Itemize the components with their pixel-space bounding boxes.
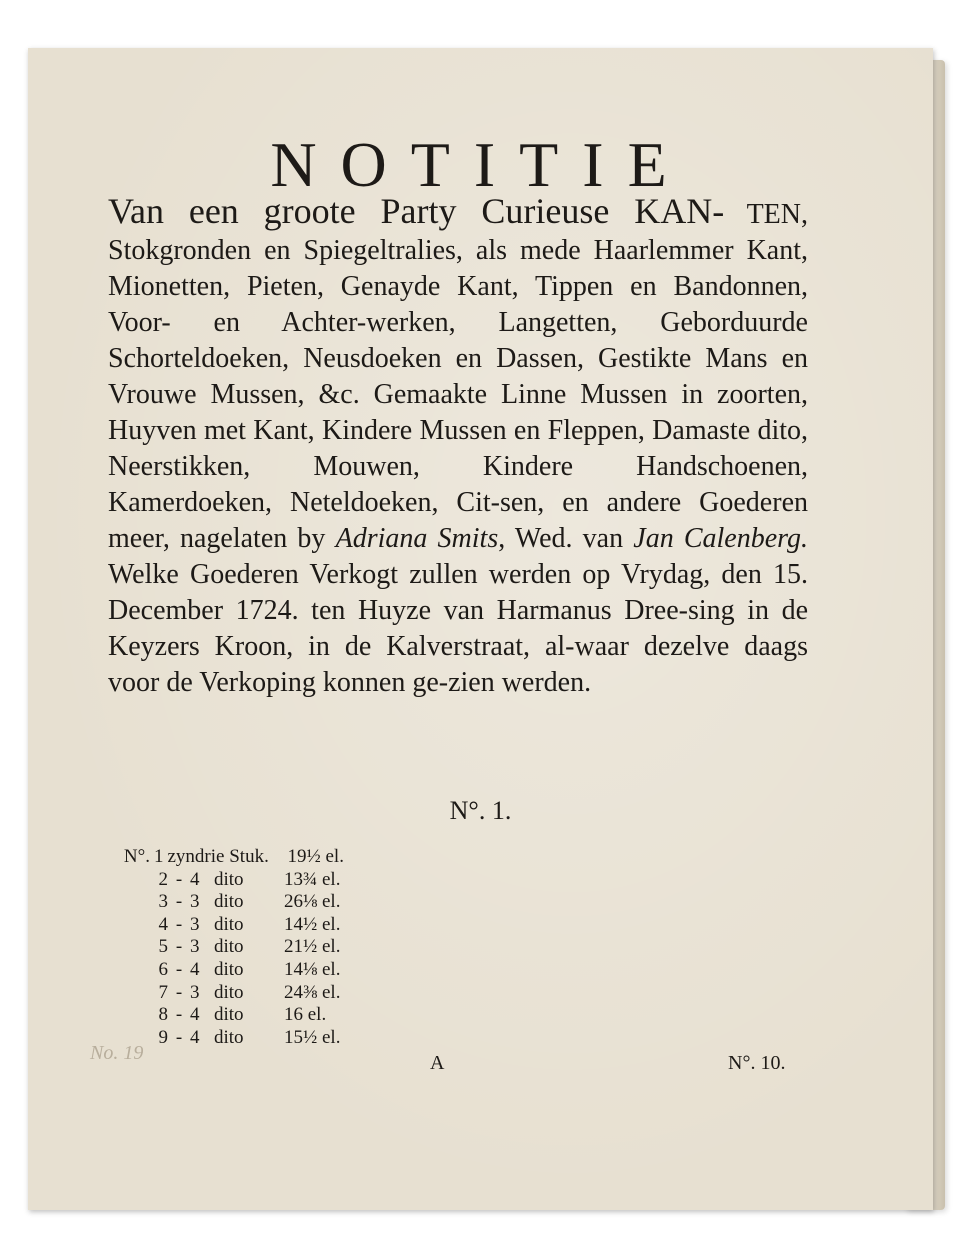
lot-description: dito bbox=[214, 913, 244, 935]
signature-mark: A bbox=[430, 1052, 445, 1074]
lot-description: dito bbox=[214, 868, 244, 890]
lot-quantity: 3 bbox=[190, 981, 200, 1003]
lot-dash: - bbox=[175, 1026, 183, 1048]
lot-quantity: 4 bbox=[190, 958, 200, 980]
intro-paragraph bbox=[108, 193, 808, 701]
page-title: NOTITIE bbox=[270, 129, 691, 200]
lot-length: 14½ el. bbox=[284, 913, 341, 935]
lot-number: 6 bbox=[158, 958, 168, 980]
intro-body: TEN, Stokgronden en Spiegeltralies, als mede Haarlemmer Kant, Mionetten, Pieten, Genayde Kant, Tippen en Bandonnen, Voor- en Achter-werken, Langetten, Geborduurde Schorteldoeken, Neusdoeken en Dassen, Gestikte Mans en Vrouwe Mussen, &c. Gemaakte Linne Mussen in zoorten, Huyven met Kant, Kindere Mussen en Fleppen, Damaste dito, Neerstikken, Mouwen, Kindere Handschoenen, Kamerdoeken, Neteldoeken, Cit-sen, en andere Goederen meer, nagelaten by bbox=[108, 199, 809, 554]
lot-dash: - bbox=[175, 868, 183, 890]
lot-dash: - bbox=[175, 958, 183, 980]
section-number: N°. 1. bbox=[449, 796, 512, 825]
lot-row bbox=[100, 959, 360, 982]
husband-name: Jan Calenberg. bbox=[633, 523, 809, 554]
lot-length: 13¾ el. bbox=[284, 868, 341, 890]
lot-row bbox=[100, 914, 360, 937]
lot-number: 9 bbox=[158, 1026, 168, 1048]
lot-number: 4 bbox=[158, 913, 168, 935]
document-page bbox=[28, 48, 933, 1210]
lot-length: 16 el. bbox=[284, 1004, 327, 1026]
lot-description: dito bbox=[214, 936, 244, 958]
lot-quantity: 4 bbox=[190, 1004, 200, 1026]
lot-description: dito bbox=[214, 1004, 244, 1026]
lot-dash: - bbox=[175, 1004, 183, 1026]
lot-prefix bbox=[100, 869, 154, 892]
lot-length: 14⅛ el. bbox=[284, 958, 341, 980]
catchword: N°. 10. bbox=[728, 1052, 786, 1074]
lot-prefix bbox=[100, 1004, 154, 1027]
lot-number: 8 bbox=[158, 1004, 168, 1026]
lot-row bbox=[100, 936, 360, 959]
lot-prefix bbox=[100, 914, 154, 937]
lot-length: 26⅛ el. bbox=[284, 891, 341, 913]
lot-length: 19½ el. bbox=[287, 846, 344, 867]
lot-row bbox=[100, 982, 360, 1005]
widow-name: Adriana Smits bbox=[335, 523, 499, 554]
lot-quantity: 4 bbox=[190, 1026, 200, 1048]
lot-quantity: 4 bbox=[190, 868, 200, 890]
lot-number: 7 bbox=[158, 981, 168, 1003]
lot-list bbox=[100, 846, 360, 1049]
lot-row bbox=[100, 869, 360, 892]
lot-row bbox=[100, 846, 360, 869]
lot-number: 5 bbox=[158, 936, 168, 958]
lot-dash: - bbox=[175, 936, 183, 958]
lot-dash: - bbox=[175, 981, 183, 1003]
lot-prefix bbox=[100, 959, 154, 982]
lot-dash: - bbox=[175, 891, 183, 913]
lot-row bbox=[100, 1004, 360, 1027]
lot-number: 1 bbox=[154, 846, 164, 867]
lot-number: 2 bbox=[158, 868, 168, 890]
lot-number: 3 bbox=[158, 891, 168, 913]
lot-length: 15½ el. bbox=[284, 1026, 341, 1048]
lot-prefix bbox=[100, 891, 154, 914]
lot-prefix bbox=[100, 982, 154, 1005]
lot-description: dito bbox=[214, 891, 244, 913]
lot-dash: - bbox=[175, 913, 183, 935]
lot-description: dito bbox=[214, 981, 244, 1003]
lot-row bbox=[100, 891, 360, 914]
pencil-annotation: No. 19 bbox=[90, 1042, 144, 1064]
lot-length: 24⅜ el. bbox=[284, 981, 341, 1003]
lot-quantity: 3 bbox=[190, 936, 200, 958]
lot-description: zyndrie Stuk. bbox=[167, 846, 269, 867]
lot-prefix bbox=[100, 936, 154, 959]
widow-of-text: , Wed. van bbox=[498, 523, 624, 554]
lot-quantity: 3 bbox=[190, 913, 200, 935]
lot-length: 21½ el. bbox=[284, 936, 341, 958]
intro-tail: Welke Goederen Verkogt zullen werden op Vrydag, den 15. December 1724. ten Huyze van Harmanus Dree-sing in de Keyzers Kroon, in de Kalverstraat, al-waar dezelve daags voor de Verkoping konnen ge-zien werden. bbox=[108, 559, 808, 698]
lot-description: dito bbox=[214, 1026, 244, 1048]
lot-quantity: 3 bbox=[190, 891, 200, 913]
lot-description: dito bbox=[214, 958, 244, 980]
intro-lead: Van een groote Party Curieuse KAN- bbox=[108, 191, 725, 231]
lot-prefix: N°. bbox=[123, 846, 150, 867]
